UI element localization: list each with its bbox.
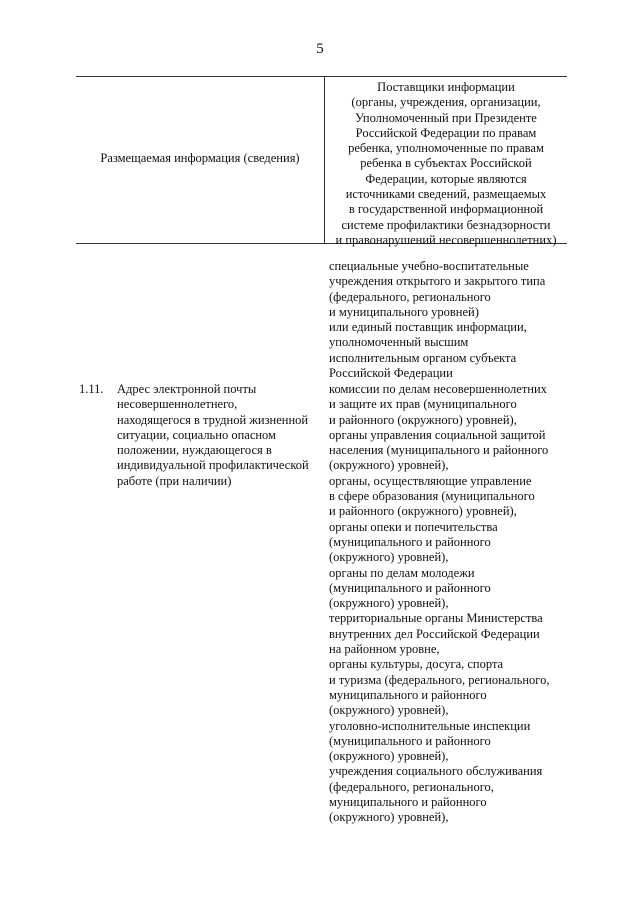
text-line: находящегося в трудной жизненной	[117, 412, 309, 427]
page-number: 5	[316, 41, 324, 57]
text-line: или единый поставщик информации,	[329, 320, 527, 335]
text-line: и правонарушений несовершеннолетних)	[335, 232, 557, 247]
text-line: (федерального, регионального,	[329, 779, 494, 794]
text-line: исполнительным органом субъекта	[329, 350, 517, 365]
text-line: (муниципального и районного	[329, 733, 491, 748]
text-line: внутренних дел Российской Федерации	[329, 626, 540, 641]
continuation-suppliers	[329, 259, 569, 381]
text-line: (федерального, регионального	[329, 289, 491, 304]
text-line: (муниципального и районного	[329, 580, 491, 595]
text-line: органы культуры, досуга, спорта	[329, 657, 504, 672]
text-line: и районного (окружного) уровней),	[329, 412, 517, 427]
row-number: 1.11.	[79, 382, 104, 396]
text-line: органы по делам молодежи	[329, 565, 475, 580]
text-line: в государственной информационной	[348, 202, 544, 217]
text-line: на районном уровне,	[329, 642, 440, 657]
text-line: положении, нуждающегося в	[117, 443, 272, 458]
text-line: органы, осуществляющие управление	[329, 473, 532, 488]
text-line: ситуации, социально опасном	[117, 427, 276, 442]
text-line: муниципального и районного	[329, 687, 487, 702]
text-line: Адрес электронной почты	[117, 382, 257, 396]
text-line: Федерации, которые являются	[365, 171, 527, 186]
text-line: в сфере образования (муниципального	[329, 489, 535, 504]
text-line: органы опеки и попечительства	[329, 519, 498, 534]
header-suppliers-column	[325, 80, 567, 248]
text-line: ребенка, уполномоченные по правам	[348, 141, 544, 156]
text-line: ребенка в субъектах Российской	[360, 156, 532, 171]
text-line: несовершеннолетнего,	[117, 397, 238, 412]
text-line: и туризма (федерального, регионального,	[329, 672, 550, 687]
text-line: комиссии по делам несовершеннолетних	[329, 382, 547, 396]
text-line: и районного (окружного) уровней),	[329, 504, 517, 519]
text-line: Российской Федерации по правам	[355, 125, 537, 140]
text-line: специальные учебно-воспитательные	[329, 259, 529, 273]
text-line: учреждения социального обслуживания	[329, 764, 543, 779]
row-suppliers	[329, 382, 569, 826]
text-line: (окружного) уровней),	[329, 596, 449, 611]
text-line: учреждения открытого и закрытого типа	[329, 274, 546, 289]
text-line: (окружного) уровней),	[329, 703, 449, 718]
text-line: и защите их прав (муниципального	[329, 397, 517, 412]
text-line: муниципального и районного	[329, 795, 487, 810]
header-info-column: Размещаемая информация (сведения)	[100, 151, 300, 165]
text-line: уголовно-исполнительные инспекции	[329, 718, 531, 733]
text-line: территориальные органы Министерства	[329, 611, 543, 626]
text-line: источниками сведений, размещаемых	[345, 187, 547, 202]
text-line: (окружного) уровней),	[329, 749, 449, 764]
text-line: индивидуальной профилактической	[117, 458, 309, 473]
text-line: (окружного) уровней),	[329, 810, 449, 825]
text-line: Уполномоченный при Президенте	[355, 110, 537, 125]
text-line: работе (при наличии)	[117, 473, 232, 488]
text-line: органы управления социальной защитой	[329, 427, 546, 442]
row-info	[117, 382, 322, 489]
text-line: и муниципального уровней)	[329, 304, 479, 319]
text-line: (муниципального и районного	[329, 534, 491, 549]
text-line: населения (муниципального и районного	[329, 443, 549, 458]
text-line: уполномоченный высшим	[329, 335, 469, 350]
table-top-rule	[76, 76, 567, 77]
text-line: Поставщики информации	[377, 80, 515, 94]
text-line: (окружного) уровней),	[329, 458, 449, 473]
text-line: (окружного) уровней),	[329, 550, 449, 565]
text-line: (органы, учреждения, организации,	[351, 95, 541, 110]
text-line: Российской Федерации	[329, 366, 453, 381]
text-line: системе профилактики безнадзорности	[341, 217, 551, 232]
